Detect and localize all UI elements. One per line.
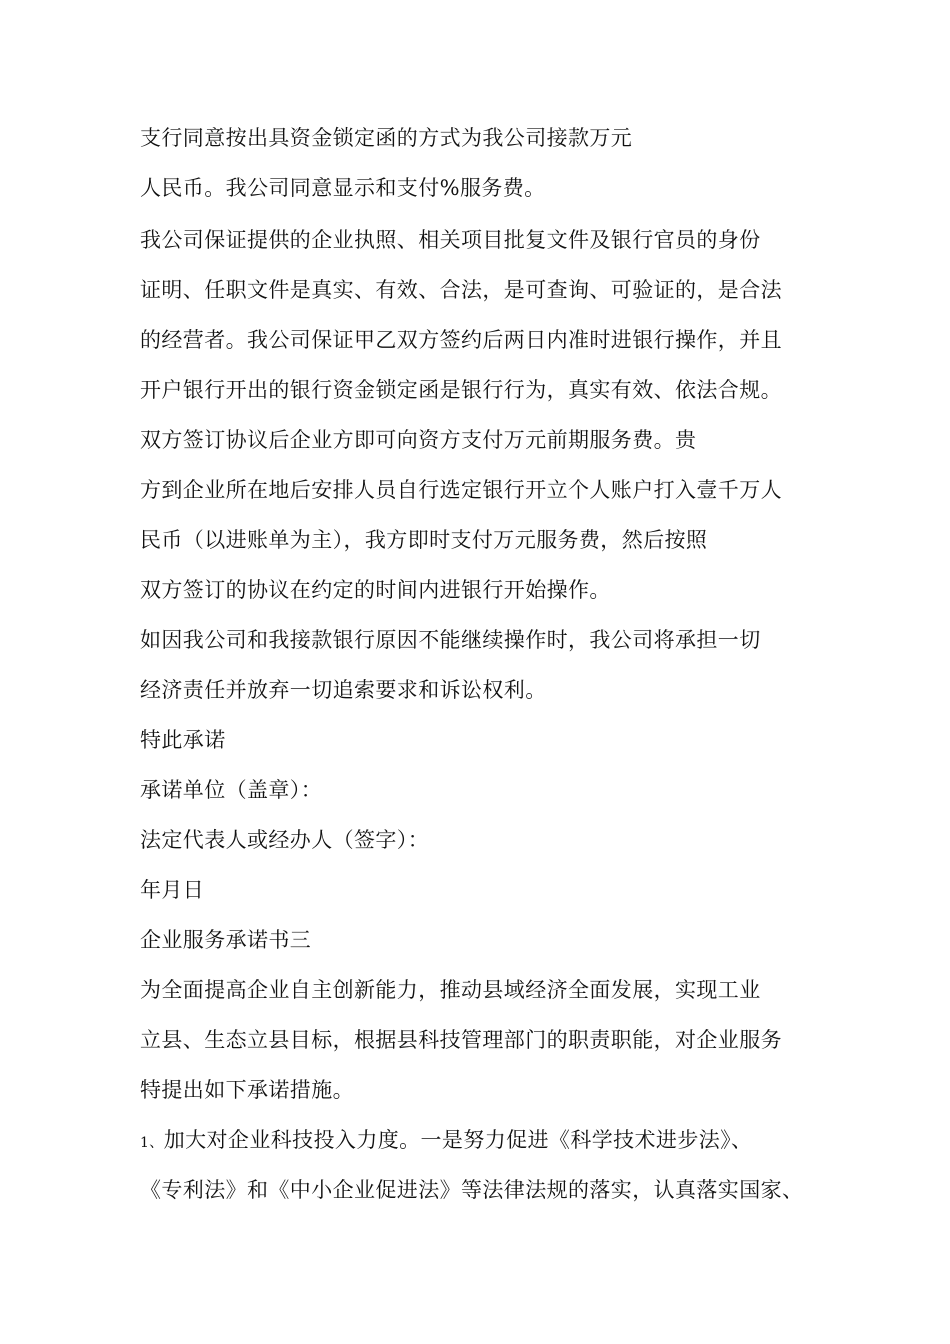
paragraph-line-1: 支行同意按出具资金锁定函的方式为我公司接款万元: [140, 126, 633, 150]
legal-representative-label: 法定代表人或经办人（签字）：: [140, 828, 430, 852]
signing-unit-label: 承诺单位（盖章）：: [140, 778, 323, 802]
paragraph-line-15: 特提出如下承诺措施。: [140, 1078, 354, 1102]
paragraph-line-6: 开户银行开出的银行资金锁定函是银行行为，真实有效、依法合规。: [140, 378, 782, 402]
paragraph-line-14: 立县、生态立县目标，根据县科技管理部门的职责职能，对企业服务: [140, 1028, 782, 1052]
paragraph-line-3: 我公司保证提供的企业执照、相关项目批复文件及银行官员的身份: [140, 228, 761, 252]
paragraph-line-13: 为全面提高企业自主创新能力，推动县域经济全面发展，实现工业: [140, 978, 761, 1002]
list-item-number: 1、: [140, 1135, 164, 1151]
paragraph-line-11: 如因我公司和我接款银行原因不能继续操作时，我公司将承担一切: [140, 628, 761, 652]
list-item-text: 加大对企业科技投入力度。一是努力促进《科学技术进步法》、: [163, 1128, 753, 1152]
paragraph-line-16: 《专利法》和《中小企业促进法》等法律法规的落实，认真落实国家、: [140, 1178, 804, 1202]
paragraph-line-7: 双方签订协议后企业方即可向资方支付万元前期服务费。贵: [140, 428, 697, 452]
paragraph-line-8: 方到企业所在地后安排人员自行选定银行开立个人账户打入壹千万人: [140, 478, 782, 502]
paragraph-line-2: 人民币。我公司同意显示和支付%服务费。: [140, 176, 546, 200]
section-title: 企业服务承诺书三: [140, 928, 312, 952]
paragraph-line-9: 民币（以进账单为主），我方即时支付万元服务费，然后按照: [140, 528, 708, 552]
paragraph-line-5: 的经营者。我公司保证甲乙双方签约后两日内准时进银行操作，并且: [140, 328, 782, 352]
paragraph-line-12: 经济责任并放弃一切追索要求和诉讼权利。: [140, 678, 547, 702]
list-item-1: [140, 1126, 752, 1157]
closing-statement: 特此承诺: [140, 728, 226, 752]
paragraph-line-4: 证明、任职文件是真实、有效、合法，是可查询、可验证的，是合法: [140, 278, 782, 302]
paragraph-line-10: 双方签订的协议在约定的时间内进银行开始操作。: [140, 578, 611, 602]
date-label: 年月日: [140, 878, 205, 902]
